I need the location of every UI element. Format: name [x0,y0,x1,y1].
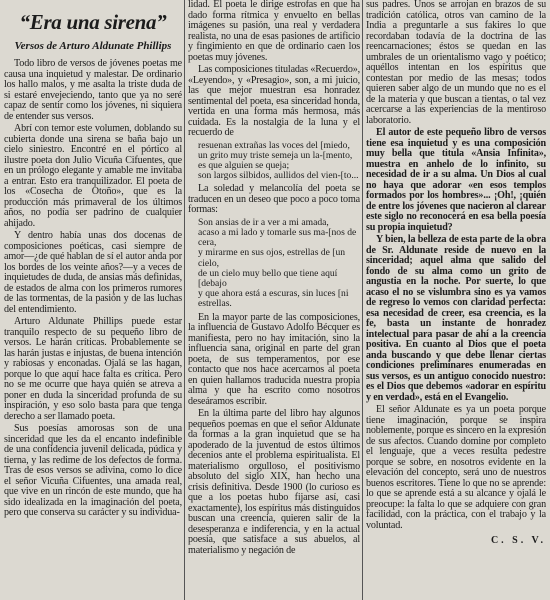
verse-line: un grito muy triste semeja un la-[mento, [198,149,353,161]
paragraph: Abrí con temor este volumen, doblando su cubierta donde una sirena se baña bajo un cielo siniestro. Encontré en el pórtico al ilustre poeta don Julio Vicuña Cifuentes, que en un prólogo elegante y amable me invitaba a entrar. Esto era tranquilizador. El poeta de los «Cosecha de Otoño», que es la producción más primaveral de los últimos años, no podía ser padrino de cualquier ahijado. [4,123,182,229]
verse-block-1 [188,141,360,182]
paragraph: El autor de este pequeño libro de versos tiene esa inquietud y es una composición muy bella que titula «Ansia Infinita», muestra en anhelo de lo infinito, su necesidad de ir a su alma. Un Dios al cual no haya que adorar «en esos templos formados por los hombres»... ¡Oh!, ¡quién de entre los jóvenes que nacieron al clarear este siglo no reconocerá en esa bella poesía su propia inquietud? [366,127,546,233]
column-divider [362,0,363,600]
verse-line: y que ahora está a escuras, sin luces [ni estrellas. [198,288,349,310]
verse-line: Son ansias de ir a ver a mi amada, [198,216,329,228]
paragraph: El señor Aldunate es ya un poeta porque tiene imaginación, porque se inspira noblemente, porque es sincero en la expresión de sus afectos. Cuando domine por completo el lenguaje, que a veces resulta pedestre porque se sobre, en nosotros evidente en la elevación del concepto, será uno de nuestros buenos escritores. Tiene lo que no se aprende: lo que se aprende está a su alcance y ojalá le preocupe: la falta lo que se adquiere con gran facilidad, con la práctica, con el trabajo y la voluntad. [366,404,546,531]
verse-line: acaso a mi lado y tomarle sus ma-[nos de cera, [198,227,357,249]
paragraph: Sus poesías amorosas son de una sinceridad que les da el encanto indefinible de una confidencia juvenil delicada, púdica y tierna, y las redime de los defectos de forma. Tras de esos versos se adivina, como lo dice el señor Vicuña Cifuentes, una amada real, que vive en un rincón de este mundo, que ha sido idealizada en la imaginación del poeta, pero que conserva su carácter y su individua- [4,423,182,518]
column-1 [4,6,182,600]
verse-line: resuenan extrañas las voces del [miedo, [198,139,350,151]
column-divider [184,0,185,600]
article-title: “Era una sirena” [19,10,167,34]
verse-block-2 [188,218,360,310]
verse-line: y mirarme en sus ojos, estrellas de [un cielo, [198,247,346,269]
paragraph: En la última parte del libro hay algunos pequeños poemas en que el señor Aldunate da formas a la gran inquietud que se ha apoderado de la juventud de estos últimos decenios ante el problema espiritualista. El materialismo orgulloso, el positivismo absoluto del siglo XIX, han hecho una crisis definitiva. Desde 1900 (lo curioso es que a los poetas hubo fijarse así, casi exactamente), los espíritus más distinguidos buscan una creencia, quieren salir de la desesperanza e indiferencia, y en la actual poesía, que satisface a sus abuelos, al materialismo y negación de [188,408,360,556]
paragraph: sus padres. Unos se arrojan en brazos de su tradición católica, otros van camino de la India a preguntarle a sus fakires lo que recordaban todavía de la doctrina de las reencarnaciones; éstos se quedan en las umbrales de un orientalismo vago y poético; aquéllos intentan en los espíritus que contestan por medio de las mesas; todos quieren saber algo de un mundo que no es el de la materia y que buscan a tientas, o tal vez acercarse a las experiencias de la mentiroso laboratorio. [366,0,546,126]
paragraph: Todo libro de versos de jóvenes poetas me causa una inquietud y malestar. De ordinario los hallo malos, y me asalta la triste duda de si estaré envejeciendo, tanto que ya no seré capaz de sentir como los jóvenes, ni siquiera de entender sus versos. [4,58,182,122]
column-2 [188,0,360,600]
author-signature: C. S. V. [490,535,546,546]
paragraph: lidad. El poeta le dirige estrofas en que ha dado forma rítmica y envuelto en bellas imágenes su pasión, una real y verdadera realista, no una de esas pasiones de artificio y fingimiento en que de ordinario caen los poetas muy jóvenes. [188,0,360,63]
verse-line: de un cielo muy bello que tiene aquí [debajo [198,267,338,290]
paragraph: Arturo Aldunate Phillips puede estar tranquilo respecto de su pequeño libro de versos. Le harán críticas. Probablemente se las harán justas e injustas, de buena intención y rabiosas y enconadas. Ojalá se las hagan, porque lo que aquí hace falta es crítica. Pero no se me ocurre que haya quién se atreva a poner en duda la sinceridad profunda de su inspiración, y eso solo basta para que tenga derecho a ser llamado poeta. [4,316,182,422]
paragraph: Y bien, la belleza de esta parte de la obra de Sr. Aldunate reside de nuevo en la sinceridad; aquel alma que salido del fondo de su alma como un grito de angustia en la noche. Por suerte, lo que acaso el no se vislumbra sino es ya vamos de regreso lo vemos con claridad perfecta: esa necesidad de creer, esa creencia, es la fe, basta un instante de honradez intelectual para pasar de ahí a la creencia positiva. En cuanto al Dios que el poeta anda buscando y que debe llenar ciertas condiciones preliminares enumeradas en sus versos, es un antiguo conocido nuestro: es el Dios que debemos «adorar en espíritu y en verdad», está en el Evangelio. [366,234,546,403]
paragraph: Y dentro había unas dos docenas de composiciones poéticas, casi siempre de amor—¿de qué hablan de sí el autor anda por los bordes de los veinte años?—y a veces de inquietudes de duda, de ansias más definidas, de estados de alma con los primeros rumores de las tormentas, de la pasión y de las luchas del entendimiento. [4,230,182,315]
verse-line: es que alguien se queja; [198,159,290,171]
column-3 [366,0,546,600]
verse-line: son largos silbidos, aullidos del vien-[to... [198,170,359,182]
article-byline: Versos de Arturo Aldunate Phillips [14,40,172,52]
paragraph: Las composiciones tituladas «Recuerdo», «Leyendo», y «Presagio», son, a mi juicio, las que mejor muestran esa honradez sentimental del poeta, esa sinceridad honda, vertida en una forma más hermosa, más cuidada. Es la nostalgia de la luna y el recuerdo de [188,64,360,138]
paragraph: En la mayor parte de las composiciones, la influencia de Gustavo Adolfo Bécquer es manifiesta, pero no hay imitación, sino la influencia sana, original en parte del gran poeta, de sus temperamentos, por ese contacto que nos hace acercarnos al poeta en quien hallamos traducida nuestra propia alma y que ha escrito como nosotros deseáramos escribir. [188,311,360,407]
paragraph: La soledad y melancolía del poeta se traducen en un deseo que poco a poco toma formas: [188,183,360,216]
